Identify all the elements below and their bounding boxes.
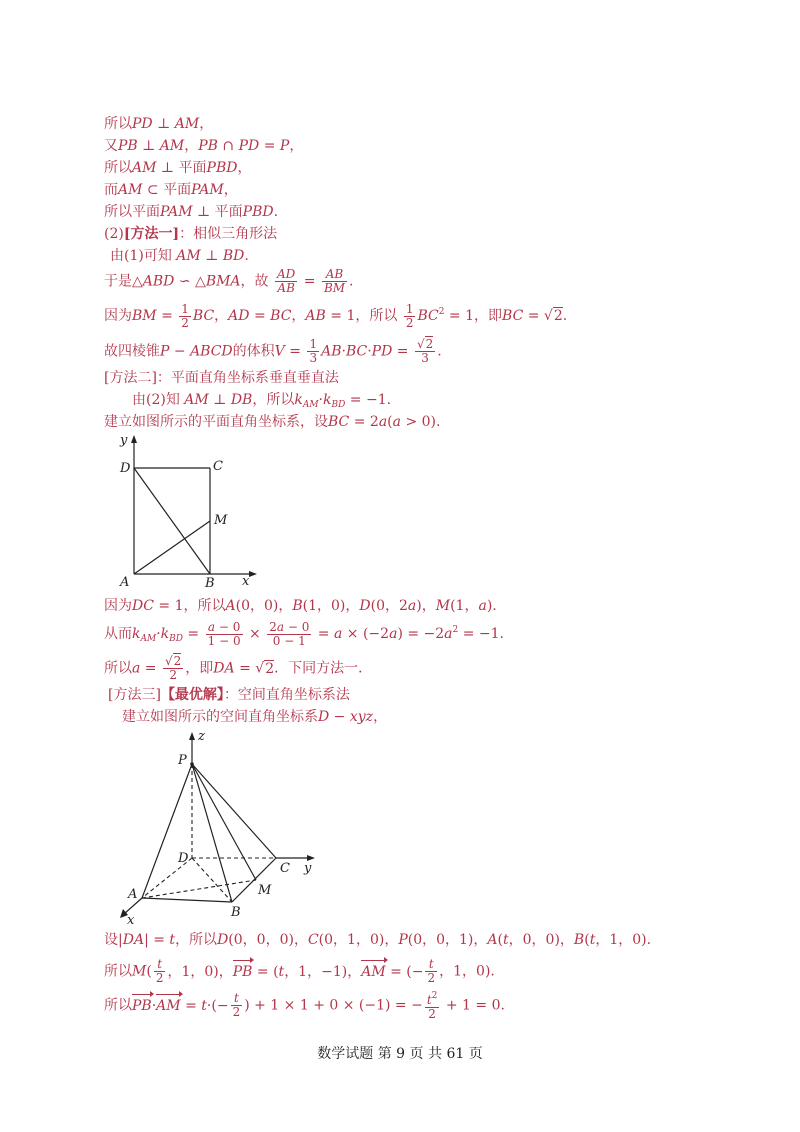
line-15: 从而$k_{AM}\cdot k_{BD}$ = $\frac{a - 0}{1 - 0}$ × $\frac{2a - 0}{0 - 1}$ = $a \times (-2a) = -2a^2 = -1$.	[104, 619, 504, 648]
segment-AM	[134, 521, 210, 574]
edge-AB	[142, 898, 232, 902]
line-18: 建立如图所示的空间直角坐标系D − xyz，	[122, 709, 388, 725]
label-D: D	[120, 461, 131, 476]
point-P	[190, 762, 194, 766]
line-17: [方法三]【最优解】：空间直角坐标系法	[108, 687, 350, 703]
label-A: A	[128, 887, 138, 902]
y-axis-arrow-icon	[131, 435, 137, 443]
line-4: 而AM ⊂ 平面PAM，	[104, 182, 238, 198]
line-7: 由(1)可知 AM ⊥ BD.	[110, 248, 249, 264]
line-10: 故四棱锥P − ABCD的体积V = $\frac{1}{3}$ AB·BC·PD = $\frac{√2}{3}$ .	[104, 337, 442, 365]
label-z: z	[198, 729, 205, 744]
label-C: C	[213, 459, 223, 474]
line-14: 因为DC = 1，所以A(0，0)，B(1，0)，D(0，2a)，M(1，a).	[104, 598, 497, 614]
line-19: 设|DA| = t，所以D(0，0，0)，C(0，1，0)，P(0，0，1)，A(t，0，0)，B(t，1，0).	[104, 932, 652, 948]
label-x: x	[127, 913, 135, 926]
label-M: M	[214, 513, 228, 528]
line-16: 所以a = $\frac{√2}{2}$ ，即DA = √2．下同方法一．	[104, 654, 373, 682]
edge-PB	[192, 764, 232, 902]
line-20: 所以M( $\frac{t}{2}$ ，1，0)，PB = (t，1，−1)，AM = (− $\frac{t}{2}$ ，1，0).	[104, 957, 495, 985]
line-12: 由(2)知 AM ⊥ DB，所以$k_{AM}\cdot k_{BD} = -1$.	[132, 392, 392, 410]
label-y: y	[304, 861, 312, 876]
figure-space-coordinates	[110, 726, 330, 926]
diagonal-DB	[134, 468, 210, 574]
line-13: 建立如图所示的平面直角坐标系，设BC = 2a(a > 0).	[104, 414, 441, 430]
label-P: P	[178, 753, 187, 768]
line-1: 所以PD ⊥ AM，	[104, 116, 214, 132]
line-21: 所以PB·AM = t·(− $\frac{t}{2}$ ) + 1 × 1 + 0 × (−1) = − $\frac{t^2}{2}$ + 1 = 0.	[104, 991, 505, 1021]
edge-PM	[192, 764, 256, 880]
page-footer: 数学试题 第 9 页 共 61 页	[317, 1046, 483, 1062]
line-3: 所以AM ⊥ 平面PBD，	[104, 160, 252, 176]
x-axis-arrow-icon	[249, 571, 257, 577]
line-5: 所以平面PAM ⊥ 平面PBD.	[104, 204, 279, 220]
z-axis-arrow-icon	[189, 732, 195, 740]
figure-plane-coordinates	[112, 430, 262, 592]
label-B: B	[205, 576, 215, 591]
label-C: C	[280, 861, 290, 876]
label-y: y	[120, 433, 128, 448]
label-D: D	[178, 851, 189, 866]
line-8: 于是△ABD ∽ △BMA，故 $\frac{AD}{AB}$ = $\frac{AB}{BM}$ .	[104, 267, 354, 295]
label-x: x	[242, 574, 250, 589]
line-11: [方法二]：平面直角坐标系垂直垂直法	[104, 370, 339, 386]
line-9: 因为BM = $\frac{1}{2}$ BC，AD = BC，AB = 1，所以 $\frac{1}{2}$ $BC^2 = 1$，即BC = √2.	[104, 301, 568, 330]
label-A: A	[120, 575, 130, 590]
label-B: B	[231, 905, 241, 920]
line-2: 又PB ⊥ AM，PB ∩ PD = P，	[104, 138, 304, 154]
edge-PC	[192, 764, 276, 858]
label-M: M	[258, 883, 272, 898]
line-6: (2)[方法一]：相似三角形法	[104, 226, 278, 242]
